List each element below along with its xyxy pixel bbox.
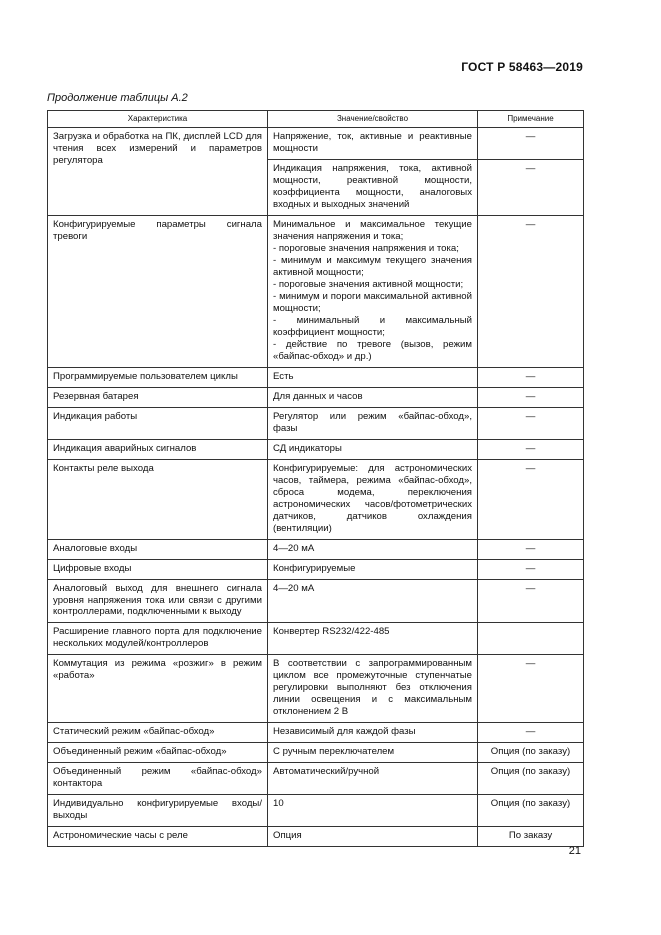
table-row: [48, 407, 584, 439]
table-row: [48, 439, 584, 459]
cell-value: Опция: [268, 827, 478, 847]
cell-characteristic: Индикация работы: [48, 407, 268, 439]
table-header-row: [48, 111, 584, 128]
cell-note: —: [478, 539, 584, 559]
cell-value: СД индикаторы: [268, 439, 478, 459]
cell-value: Автоматический/ручной: [268, 763, 478, 795]
cell-note: [478, 623, 584, 655]
standard-designation: ГОСТ Р 58463—2019: [461, 60, 583, 74]
cell-characteristic: Объединенный режим «байпас-обход»: [48, 743, 268, 763]
cell-value: Регулятор или режим «байпас-обход», фазы: [268, 407, 478, 439]
cell-characteristic: Конфигурируемые параметры сигнала тревоги: [48, 215, 268, 367]
cell-value: В соответствии с запрограммированным циклом все промежуточные ступенчатые регулировки выполняют без отключения линии освещения и с максимальным отклонением 2 В: [268, 655, 478, 723]
cell-characteristic: Программируемые пользователем циклы: [48, 367, 268, 387]
cell-note: —: [478, 559, 584, 579]
cell-characteristic: Аналоговые входы: [48, 539, 268, 559]
cell-value: Конвертер RS232/422-485: [268, 623, 478, 655]
column-header-characteristic: Характеристика: [48, 111, 268, 128]
table-row: [48, 723, 584, 743]
table-row: [48, 539, 584, 559]
table-row: [48, 827, 584, 847]
cell-note: —: [478, 367, 584, 387]
cell-note: По заказу: [478, 827, 584, 847]
table-row: [48, 623, 584, 655]
table-row: [48, 579, 584, 623]
cell-value: 4—20 мА: [268, 579, 478, 623]
cell-value: 10: [268, 795, 478, 827]
cell-note: —: [478, 579, 584, 623]
table-caption: Продолжение таблицы А.2: [47, 92, 188, 104]
cell-characteristic: Цифровые входы: [48, 559, 268, 579]
cell-note: —: [478, 215, 584, 367]
table-row: [48, 763, 584, 795]
cell-characteristic: Резервная батарея: [48, 387, 268, 407]
table-row: [48, 459, 584, 539]
column-header-value: Значение/свойство: [268, 111, 478, 128]
table-row: [48, 655, 584, 723]
cell-note: —: [478, 439, 584, 459]
cell-characteristic: Загрузка и обработка на ПК, дисплей LCD для чтения всех измерений и параметров регулятора: [48, 128, 268, 216]
cell-characteristic: Расширение главного порта для подключение нескольких модулей/контроллеров: [48, 623, 268, 655]
cell-note: —: [478, 159, 584, 215]
cell-note: —: [478, 459, 584, 539]
cell-characteristic: Астрономические часы с реле: [48, 827, 268, 847]
cell-note: Опция (по заказу): [478, 743, 584, 763]
cell-value: Минимальное и максимальное текущие значения напряжения и тока; - пороговые значения напряжения и тока; - минимум и максимум текущего значения активной мощности; - пороговые значения активной мощности; - минимум и пороги максимальной активной мощности; - минимальный и максимальный коэффициент мощности; - действие по тревоге (вызов, режим «байпас-обход» и др.): [268, 215, 478, 367]
cell-note: —: [478, 128, 584, 160]
cell-characteristic: Статический режим «байпас-обход»: [48, 723, 268, 743]
column-header-note: Примечание: [478, 111, 584, 128]
cell-value: Индикация напряжения, тока, активной мощности, реактивной мощности, коэффициента мощности, аналоговых входных и выходных значений: [268, 159, 478, 215]
table-row: [48, 795, 584, 827]
cell-note: —: [478, 723, 584, 743]
cell-note: Опция (по заказу): [478, 763, 584, 795]
table-row: [48, 743, 584, 763]
cell-value: С ручным переключателем: [268, 743, 478, 763]
cell-characteristic: Индикация аварийных сигналов: [48, 439, 268, 459]
cell-value: Конфигурируемые: для астрономических часов, таймера, режима «байпас-обход», сброса модема, переключения астрономических часов/фотометрических датчиков, датчиков охлаждения (вентиляции): [268, 459, 478, 539]
table-row: [48, 128, 584, 160]
cell-value: 4—20 мА: [268, 539, 478, 559]
cell-characteristic: Индивидуально конфигурируемые входы/выходы: [48, 795, 268, 827]
cell-characteristic: Аналоговый выход для внешнего сигнала уровня напряжения тока или связи с другими контроллерами, подключенными к выходу: [48, 579, 268, 623]
cell-characteristic: Коммутация из режима «розжиг» в режим «работа»: [48, 655, 268, 723]
page-number: 21: [568, 845, 581, 857]
cell-value: Конфигурируемые: [268, 559, 478, 579]
cell-value: Для данных и часов: [268, 387, 478, 407]
table-row: [48, 559, 584, 579]
table-row: [48, 387, 584, 407]
cell-value: Независимый для каждой фазы: [268, 723, 478, 743]
table-row: [48, 215, 584, 367]
cell-value: Есть: [268, 367, 478, 387]
cell-note: —: [478, 655, 584, 723]
table-row: [48, 367, 584, 387]
characteristics-table: [47, 110, 584, 847]
cell-note: —: [478, 407, 584, 439]
cell-note: —: [478, 387, 584, 407]
cell-value: Напряжение, ток, активные и реактивные мощности: [268, 128, 478, 160]
cell-characteristic: Объединенный режим «байпас-обход» контактора: [48, 763, 268, 795]
cell-characteristic: Контакты реле выхода: [48, 459, 268, 539]
cell-note: Опция (по заказу): [478, 795, 584, 827]
